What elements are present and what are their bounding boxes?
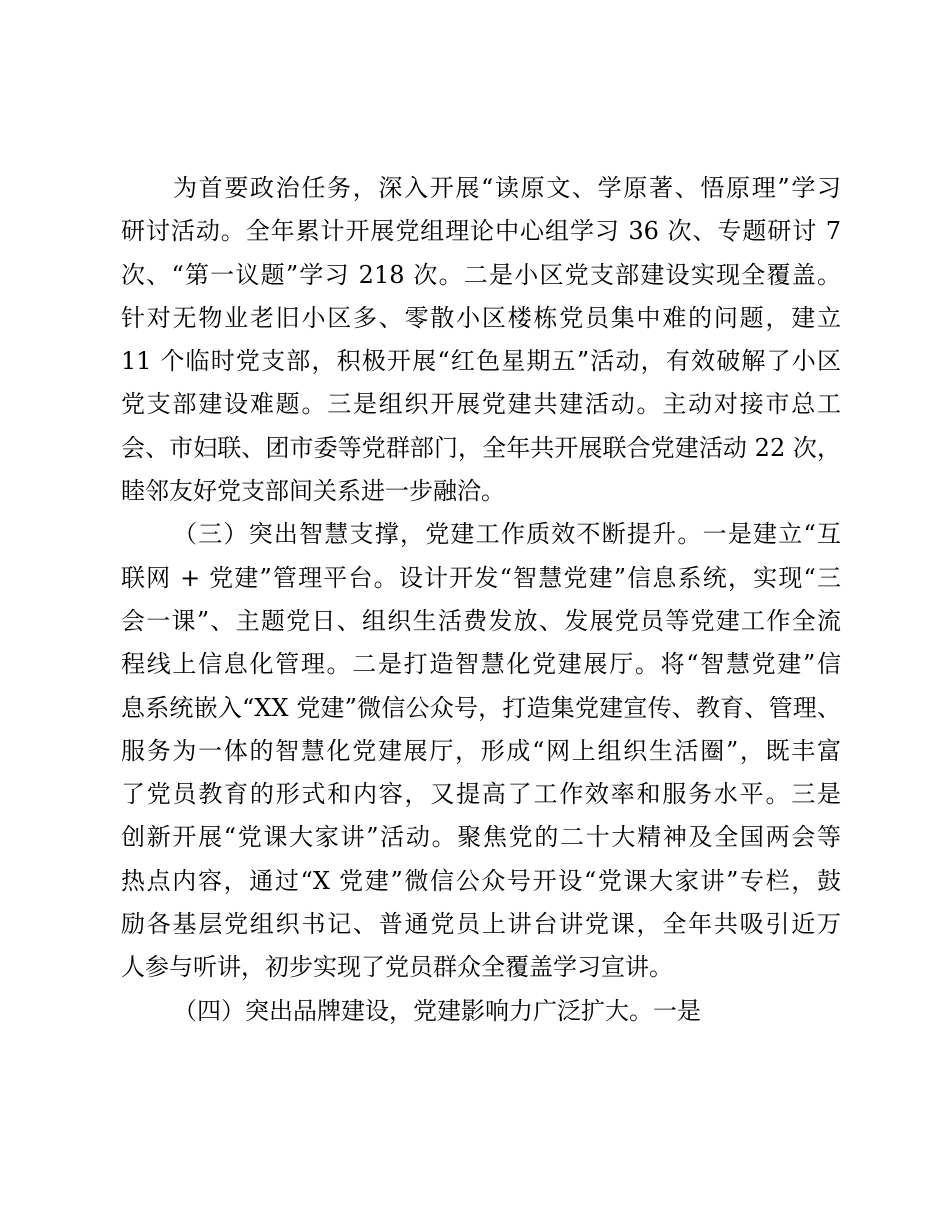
text-line: 人参与听讲，初步实现了党员群众全覆盖学习宣讲。 [121, 953, 673, 982]
text-line: 会、市妇联、团市委等党群部门，全年共开展联合党建活动 22 次， [121, 433, 841, 462]
text-line: 会一课”、主题党日、组织生活费发放、发展党员等党建工作全流 [121, 606, 841, 635]
text-line: 创新开展“党课大家讲”活动。聚焦党的二十大精神及全国两会等 [121, 823, 841, 852]
text-line: 针对无物业老旧小区多、零散小区楼栋党员集中难的问题，建立 [121, 303, 841, 332]
section-heading-line: （四）突出品牌建设，党建影响力广泛扩大。一是 [173, 996, 701, 1025]
text-line: 息系统嵌入“XX 党建”微信公众号，打造集党建宣传、教育、管理、 [121, 693, 841, 722]
section-heading-line: （三）突出智慧支撑，党建工作质效不断提升。一是建立“互 [173, 520, 841, 549]
text-line: 睦邻友好党支部间关系进一步融洽。 [121, 477, 505, 506]
text-line: 党支部建设难题。三是组织开展党建共建活动。主动对接市总工 [121, 390, 841, 419]
text-line: 程线上信息化管理。二是打造智慧化党建展厅。将“智慧党建”信 [121, 650, 841, 679]
body-text [121, 167, 841, 1033]
text-line: 励各基层党组织书记、普通党员上讲台讲党课，全年共吸引近万 [121, 910, 841, 939]
text-line: 11 个临时党支部，积极开展“红色星期五”活动，有效破解了小区 [121, 347, 841, 376]
text-line: 次、“第一议题”学习 218 次。二是小区党支部建设实现全覆盖。 [121, 260, 841, 289]
text-line: 了党员教育的形式和内容，又提高了工作效率和服务水平。三是 [121, 780, 841, 809]
text-line: 服务为一体的智慧化党建展厅，形成“网上组织生活圈”，既丰富 [121, 736, 841, 765]
text-line: 联网 + 党建”管理平台。设计开发“智慧党建”信息系统，实现“三 [121, 563, 841, 592]
text-line: 为首要政治任务，深入开展“读原文、学原著、悟原理”学习 [173, 174, 841, 202]
text-line: 研讨活动。全年累计开展党组理论中心组学习 36 次、专题研讨 7 [121, 217, 841, 246]
text-line: 热点内容，通过“X 党建”微信公众号开设“党课大家讲”专栏，鼓 [121, 866, 841, 895]
